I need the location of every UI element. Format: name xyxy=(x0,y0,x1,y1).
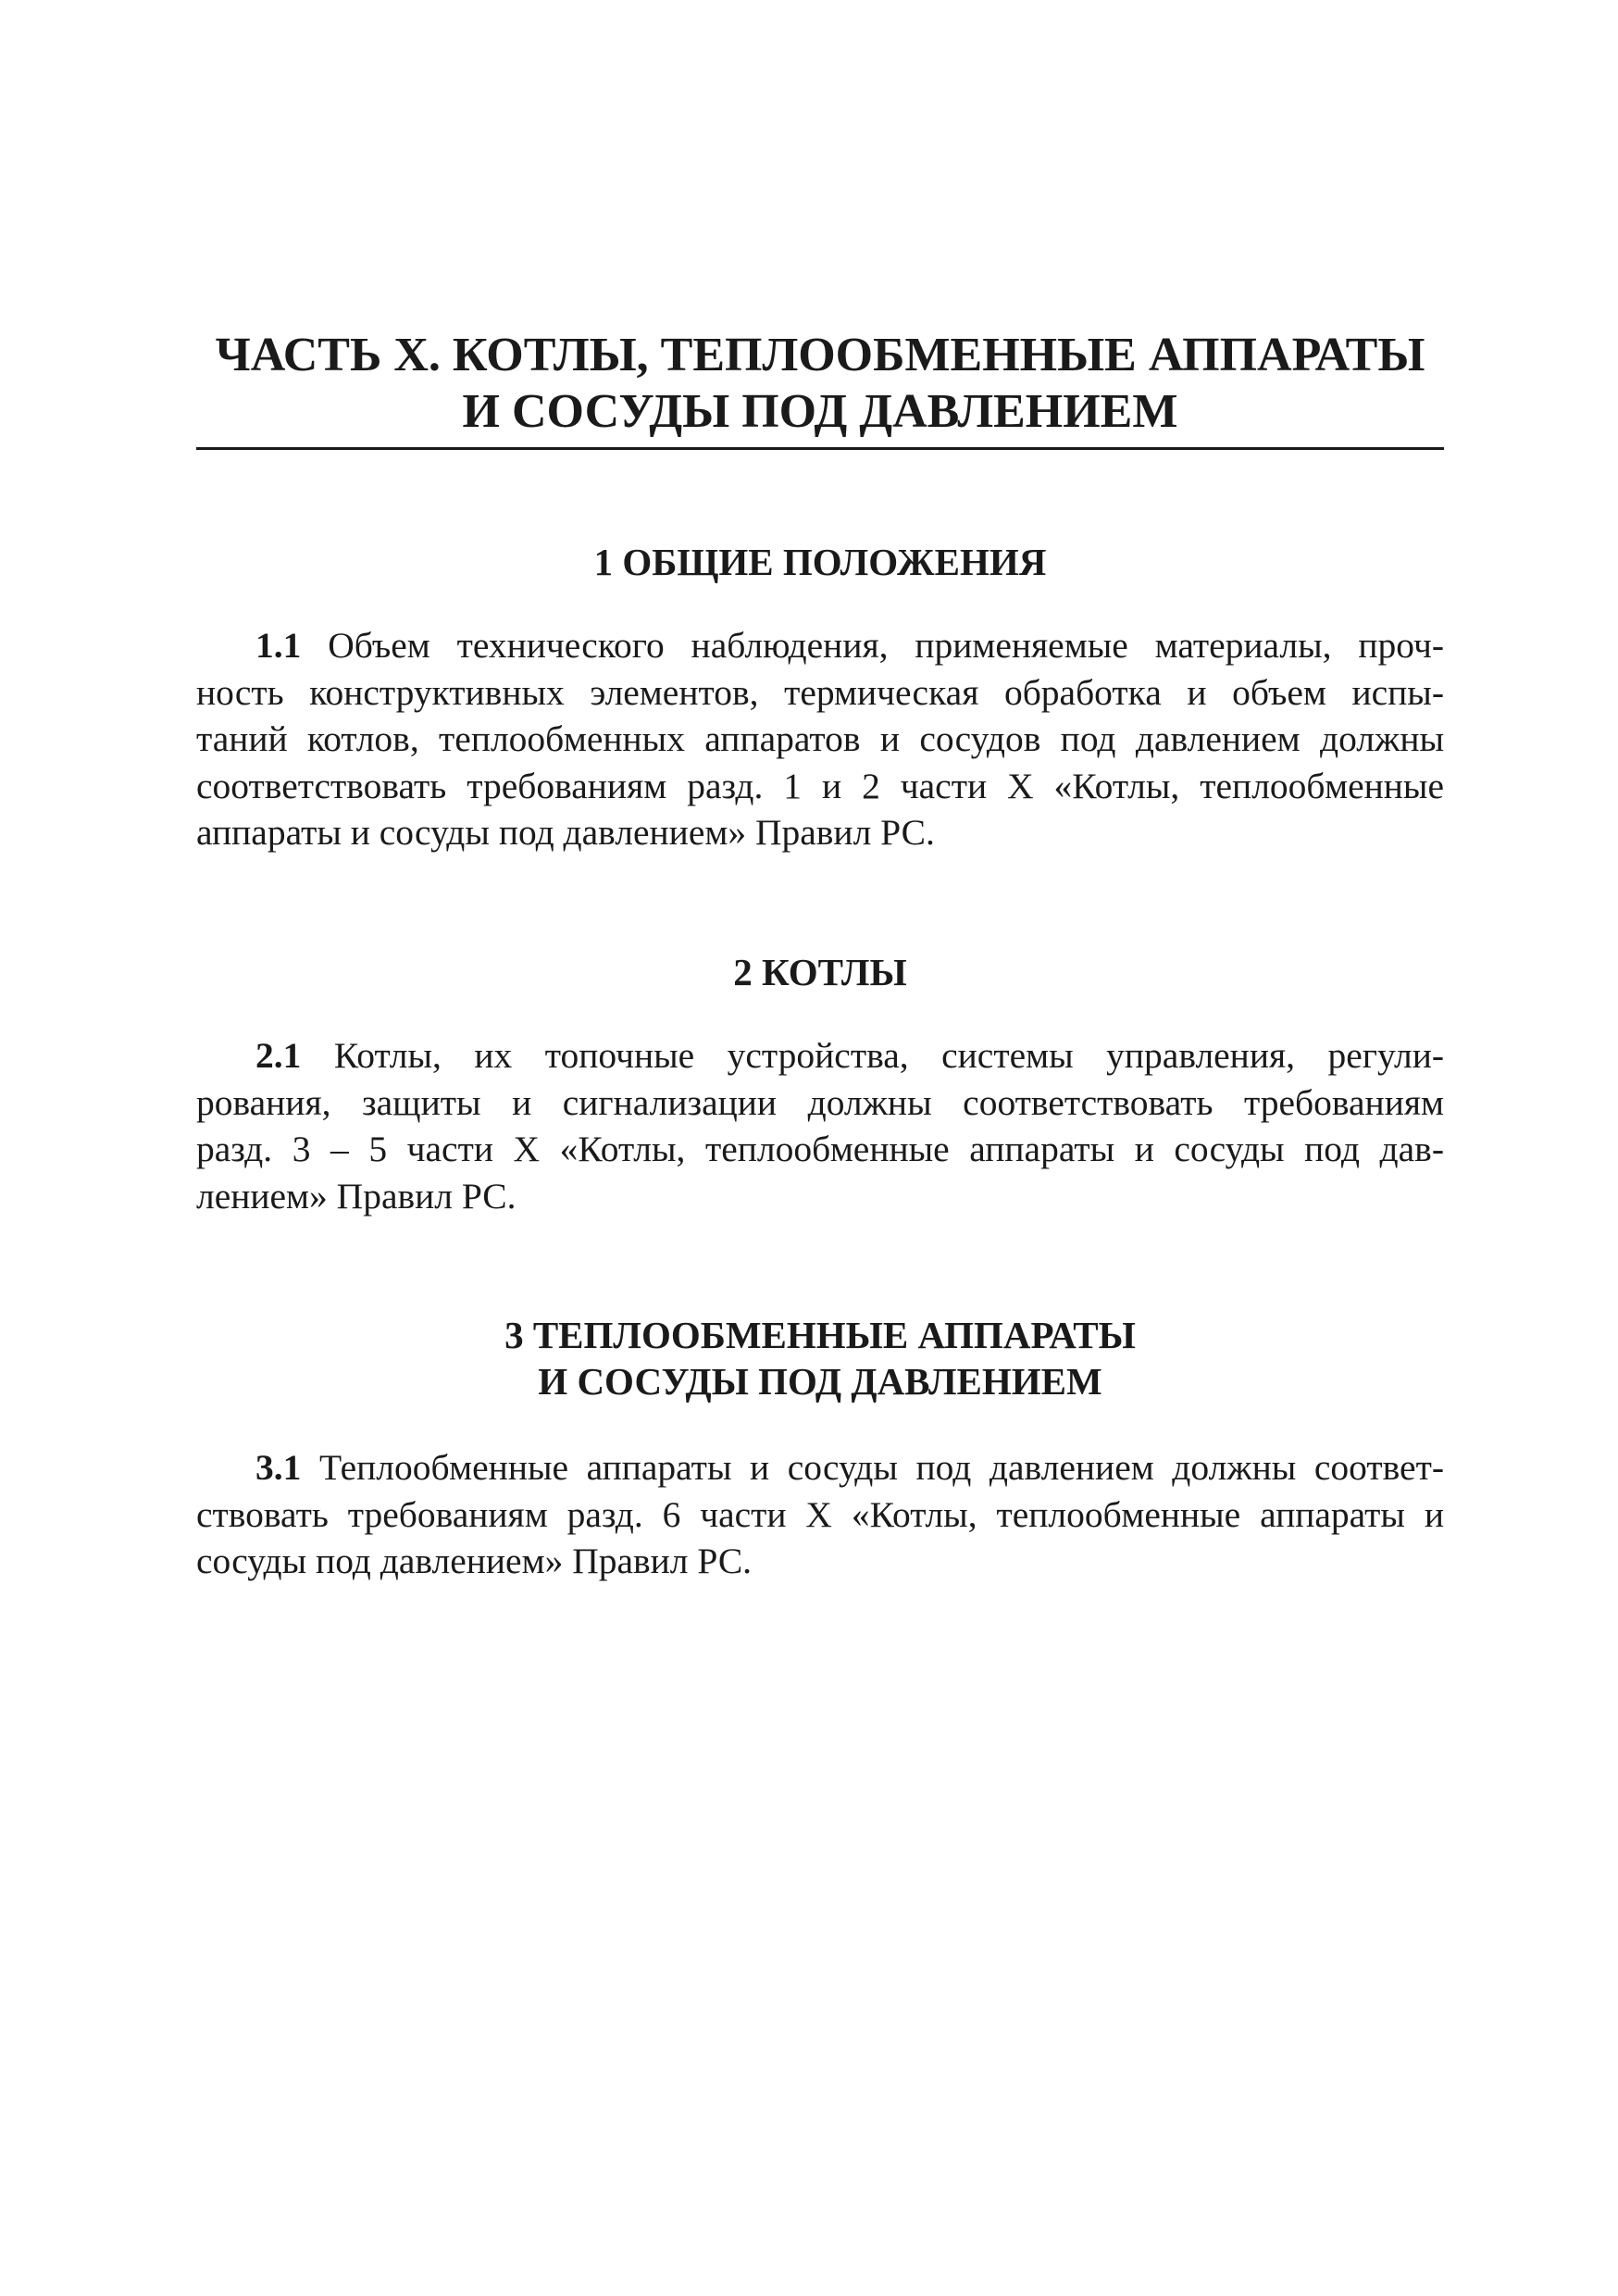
clause-line: ность конструктивных элементов, термическая обработка и объем испы- xyxy=(196,671,1444,713)
part-title xyxy=(196,327,1444,440)
section-heading-heat-exchangers xyxy=(196,1312,1444,1404)
clause-2-1 xyxy=(196,1032,1444,1219)
clause-line: аппараты и сосуды под давлением» Правил РС. xyxy=(196,812,935,853)
part-title-line-2: И СОСУДЫ ПОД ДАВЛЕНИЕМ xyxy=(462,385,1178,438)
section-heading-line-2: И СОСУДЫ ПОД ДАВЛЕНИЕМ xyxy=(538,1360,1102,1403)
clause-3-1 xyxy=(196,1444,1444,1585)
clause-line: разд. 3 – 5 части X «Котлы, теплообменные аппараты и сосуды под дав- xyxy=(196,1129,1444,1169)
clause-line: рования, защиты и сигнализации должны соответствовать требованиям xyxy=(196,1081,1444,1123)
part-title-line-1: ЧАСТЬ X. КОТЛЫ, ТЕПЛООБМЕННЫЕ АППАРАТЫ xyxy=(215,329,1425,381)
clause-line: 1.1 Объем технического наблюдения, применяемые материалы, проч- xyxy=(255,625,1444,666)
section-heading-line: 1 ОБЩИЕ ПОЛОЖЕНИЯ xyxy=(593,541,1047,583)
clause-line: сосуды под давлением» Правил РС. xyxy=(196,1541,753,1581)
clause-line: лением» Правил РС. xyxy=(196,1175,517,1217)
clause-line: 2.1 Котлы, их топочные устройства, системы управления, регули- xyxy=(255,1035,1444,1076)
clause-number: 1.1 xyxy=(255,625,302,666)
clause-number: 2.1 xyxy=(255,1035,302,1076)
clause-line: соответствовать требованиям разд. 1 и 2 части X «Котлы, теплообменные xyxy=(196,765,1444,806)
clause-line: 3.1 Теплообменные аппараты и сосуды под давлением должны соответ- xyxy=(255,1447,1444,1488)
section-heading-general xyxy=(196,539,1444,585)
clause-1-1 xyxy=(196,622,1444,856)
clause-number: 3.1 xyxy=(255,1447,302,1488)
clause-line: таний котлов, теплообменных аппаратов и сосудов под давлением должны xyxy=(196,718,1444,759)
section-heading-boilers xyxy=(196,949,1444,995)
title-underline-rule xyxy=(196,447,1444,450)
section-heading-line: 2 КОТЛЫ xyxy=(733,951,907,993)
section-heading-line-1: 3 ТЕПЛООБМЕННЫЕ АППАРАТЫ xyxy=(504,1314,1136,1356)
clause-line: ствовать требованиям разд. 6 части X «Котлы, теплообменные аппараты и xyxy=(196,1493,1444,1535)
